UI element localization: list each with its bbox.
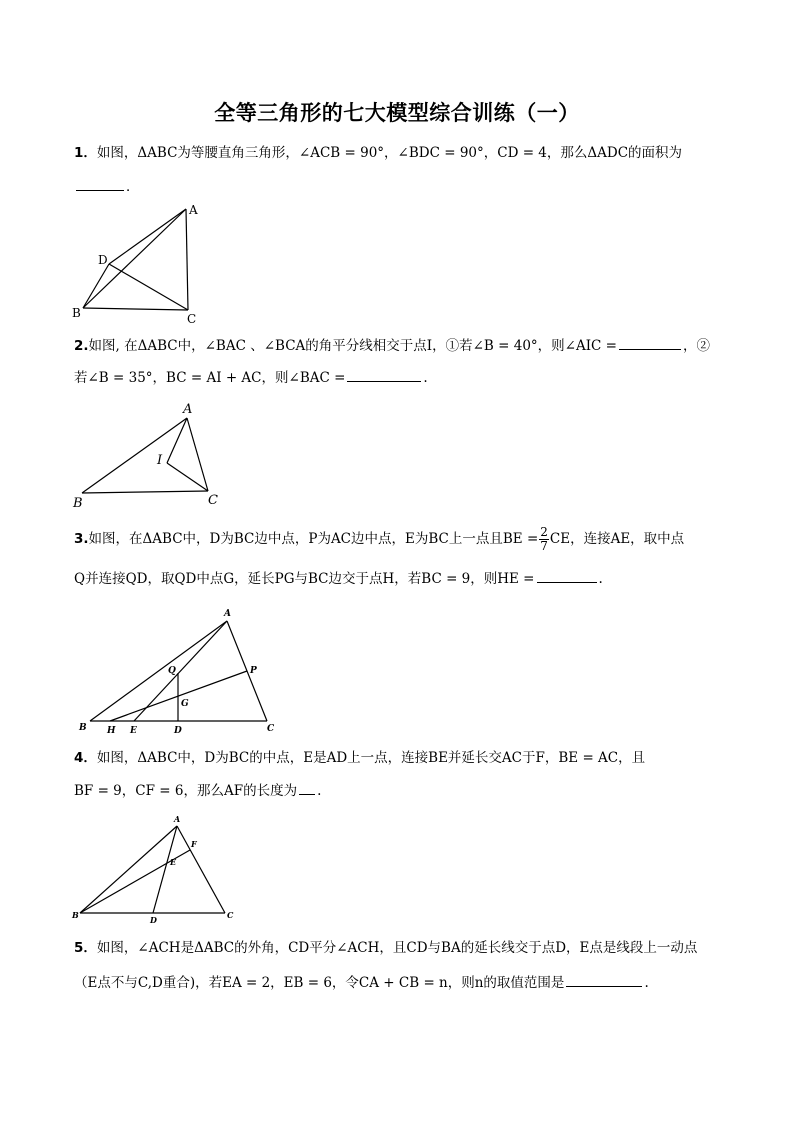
q4-label-c: C [227,910,234,920]
q2-segment-ac [187,418,208,491]
q2-segment-ab [82,418,187,493]
q4-segment-ac [177,826,225,913]
q4-end: . [317,783,322,799]
q4-label-e: E [170,857,177,867]
q3-label-g: G [181,699,189,709]
q2-segment-bc [82,491,208,493]
q1-segment-dc [109,264,188,310]
q4-text-line1 [74,749,645,767]
q2-segment-ic [167,463,208,491]
q2-stem-a: 如图, 在ΔABC中，∠BAC 、∠BCA的角平分线相交于点I，①若∠B = 40°，则∠AIC = [88,338,617,354]
q3-stem-a: 如图，在ΔABC中，D为BC边中点，P为AC边中点，E为BC上一点且BE = [88,531,539,547]
q4-number: 4． [74,750,97,766]
q1-number: 1． [74,145,97,161]
q3-label-q: Q [168,666,176,676]
q4-stem-b: BF = 9，CF = 6，那么AF的长度为 [74,783,298,799]
page-title: 全等三角形的七大模型综合训练（一） [214,101,580,125]
q1-text-line2 [74,176,140,196]
q3-label-c: C [267,724,275,734]
q5-stem-b: （E点不与C,D重合)，若EA = 2，EB = 6，令CA + CB = n，则n的取值范围是 [74,975,565,991]
q4-label-b: B [72,910,79,920]
q4-answer-blank[interactable] [299,780,315,795]
q2-answer-blank-2[interactable] [347,367,421,382]
q3-label-a: A [224,609,231,619]
q4-segment-ab [80,826,177,913]
q1-segment-ac [186,209,188,310]
q1-segment-ad [109,209,186,264]
q1-text-line1 [74,144,682,162]
q5-answer-blank[interactable] [566,972,642,987]
q2-label-a: A [183,402,193,417]
q2-text-line1 [74,335,710,355]
q4-text-line2 [74,780,321,800]
q3-label-b: B [79,723,87,733]
q3-label-h: H [107,726,116,736]
q3-figure [74,605,284,740]
q2-answer-blank-1[interactable] [619,335,681,350]
q3-answer-blank[interactable] [537,568,597,583]
q2-label-i: I [157,453,163,468]
q3-label-d: D [174,726,182,736]
q2-stem-c: 若∠B = 35°，BC = AI + AC，则∠BAC = [74,370,346,386]
q2-end: . [423,370,428,386]
q5-text-line1 [74,939,697,957]
q1-label-c: C [187,312,197,326]
q3-fraction [539,526,549,553]
q2-stem-b: ，② [683,338,710,354]
q4-figure [70,812,245,927]
q4-label-f: F [191,839,197,849]
q2-text-line2 [74,367,428,387]
q3-fraction-numerator: 2 [540,525,548,539]
q3-segment-ab [90,621,227,721]
q3-label-e: E [130,726,137,736]
q3-text-line2 [74,568,603,588]
q2-number: 2. [74,338,89,354]
q1-label-b: B [72,306,81,320]
q1-answer-blank[interactable] [76,176,124,191]
q4-label-a: A [174,814,181,824]
q3-fraction-denominator: 7 [540,539,548,553]
q4-label-d: D [150,915,157,925]
q1-figure [70,200,210,325]
q3-number: 3. [74,531,89,547]
q5-end: . [644,975,649,991]
q1-end: ． [126,179,140,195]
q3-label-p: P [250,666,257,676]
q5-text-line2 [74,972,649,992]
q2-label-c: C [208,493,218,508]
q3-text-line1 [74,526,684,553]
q3-stem-c: Q并连接QD，取QD中点G，延长PG与BC边交于点H，若BC = 9，则HE = [74,571,535,587]
q4-stem: 如图，ΔABC中，D为BC的中点，E是AD上一点，连接BE并延长交AC于F，BE = AC，且 [96,750,646,766]
q1-segment-bc [83,308,188,310]
q2-figure [70,398,230,513]
q2-label-b: B [73,496,83,511]
q5-stem: 如图，∠ACH是ΔABC的外角，CD平分∠ACH，且CD与BA的延长线交于点D，E点是线段上一动点 [96,940,698,956]
q1-stem: 如图，ΔABC为等腰直角三角形，∠ACB = 90°，∠BDC = 90°，CD = 4，那么ΔADC的面积为 [96,145,683,161]
q5-number: 5． [74,940,97,956]
q3-end: . [598,571,603,587]
q1-label-a: A [189,203,198,217]
q3-stem-b: CE，连接AE，取中点 [549,531,685,547]
q1-label-d: D [98,253,108,267]
